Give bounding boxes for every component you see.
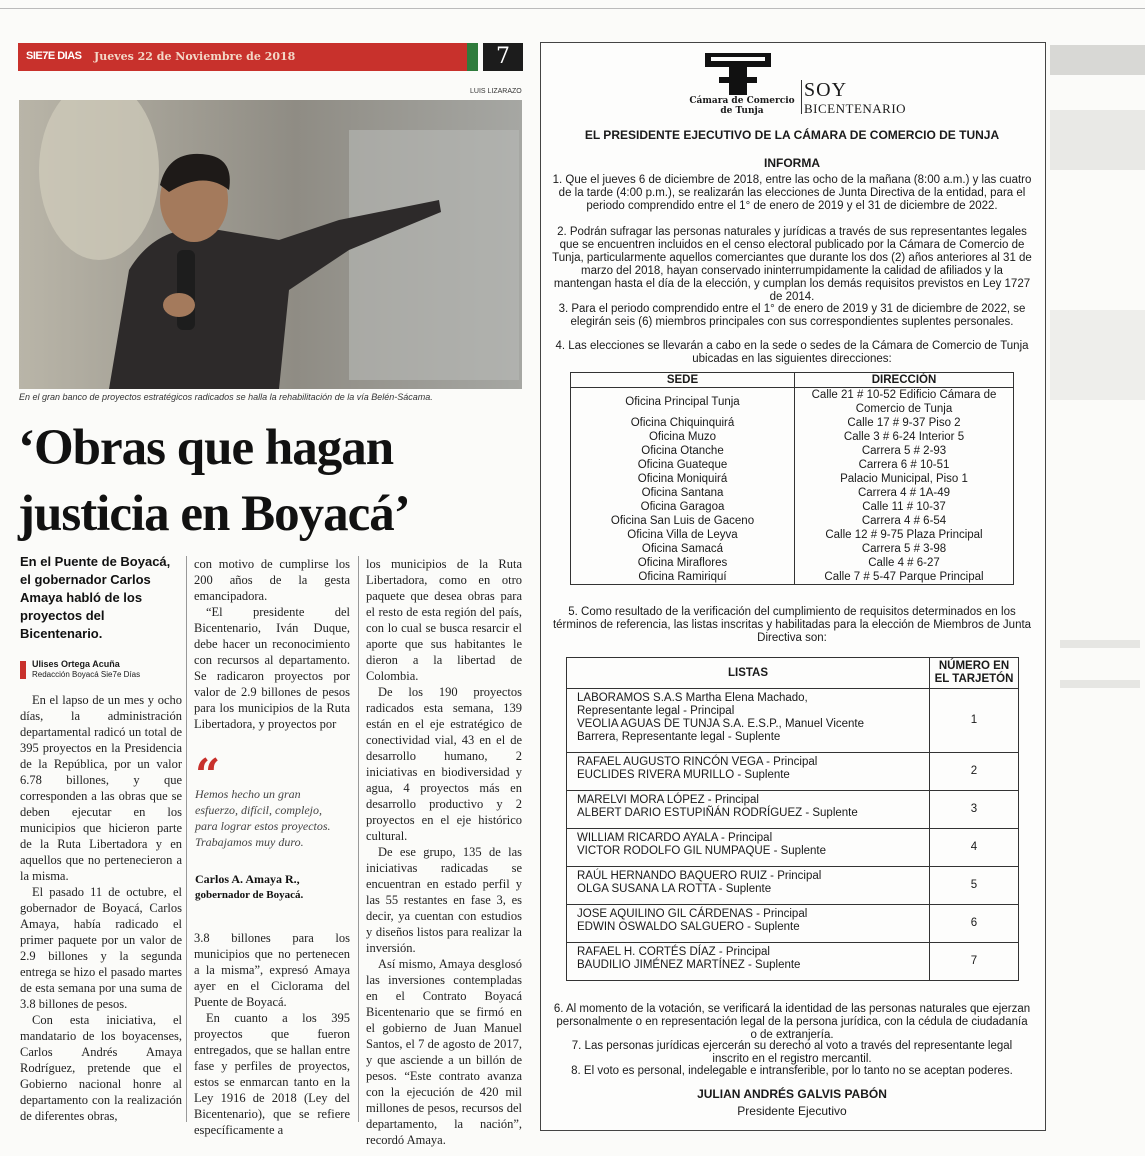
- article-column-2-top: [194, 556, 350, 732]
- table-row: [571, 514, 1014, 528]
- paragraph: De los 190 proyectos radicados esta semana, 139 están en el eje estratégico de conectividad vial, 43 en el de desarrollo humano, 2 iniciativas en biodiversidad y agua, 4 proyectos más en desarrollo productivo y 2 proyectos en el eje histórico cultural.: [366, 685, 522, 843]
- signature-role: Presidente Ejecutivo: [737, 1104, 847, 1118]
- list-member-line: EUCLIDES RIVERA MURILLO - Suplente: [577, 769, 790, 781]
- office-address-cell: Carrera 4 # 6-54: [861, 515, 947, 527]
- notice-point-4: 4. Las elecciones se llevarán a cabo en la sede o sedes de la Cámara de Comercio de Tunja ubicadas en las siguientes direcciones:: [555, 340, 1029, 365]
- office-name-cell: Oficina Otanche: [571, 444, 795, 458]
- office-address-cell: Calle 4 # 6-27: [868, 557, 940, 569]
- office-address-cell: Palacio Municipal, Piso 1: [840, 473, 968, 485]
- byline-author: Ulises Ortega Acuña: [32, 659, 120, 669]
- list-members-cell: [567, 689, 930, 753]
- table-header-row: [567, 658, 1019, 689]
- office-name-cell: Oficina Samacá: [571, 542, 795, 556]
- table-row: [571, 486, 1014, 500]
- table-row: [571, 388, 1014, 417]
- article-lead: En el Puente de Boyacá, el gobernador Carlos Amaya habló de los proyectos del Bicentenario.: [20, 554, 171, 641]
- table-row: [567, 867, 1019, 905]
- list-member-line: JOSE AQUILINO GIL CÁRDENAS - Principal: [577, 908, 808, 920]
- office-address-cell: Carrera 5 # 3-98: [861, 543, 947, 555]
- paragraph: Con esta iniciativa, el mandatario de los boyacenses, Carlos Andrés Amaya Rodríguez, pretende que el Gobierno nacional honre al departamento con la realización de diferentes obras,: [20, 1013, 182, 1123]
- byline-role: Redacción Boyacá Sie7e Días: [32, 670, 141, 679]
- candidate-lists-body: [567, 689, 1019, 981]
- list-member-line: RAFAEL H. CORTÉS DÍAZ - Principal: [577, 946, 770, 958]
- quote-author: Carlos A. Amaya R.,: [195, 872, 300, 886]
- list-member-line: OLGA SUSANA LA ROTTA - Suplente: [577, 883, 772, 895]
- photo-caption: En el gran banco de proyectos estratégicos radicados se halla la rehabilitación de la vía Belén-Sácama.: [19, 392, 433, 402]
- table-row: [567, 791, 1019, 829]
- office-address-cell: Carrera 5 # 2-93: [861, 445, 947, 457]
- list-members-cell: [567, 791, 930, 829]
- section-brand: SIE7E DIAS: [26, 50, 82, 62]
- quote-mark-icon: “: [195, 750, 221, 801]
- paragraph: los municipios de la Ruta Libertadora, como en otro paquete que desea obras para el resto de esta región del país, con lo cual se busca resarcir el aporte que sus habitantes le dieron a la libertad de Colombia.: [366, 557, 522, 683]
- column-rule: [358, 556, 359, 1122]
- notice-title: EL PRESIDENTE EJECUTIVO DE LA CÁMARA DE COMERCIO DE TUNJA: [584, 128, 1000, 142]
- office-address-cell: Calle 11 # 10-37: [862, 501, 946, 513]
- logo-text-line: de Tunja: [720, 106, 764, 116]
- table-row: [571, 500, 1014, 514]
- office-address-cell: Calle 3 # 6-24 Interior 5: [843, 431, 965, 443]
- table-row: [571, 472, 1014, 486]
- paragraph: En el lapso de un mes y ocho días, la administración departamental radicó un total de 395 proyectos en la Presidencia de la República, por un valor 6.78 billones, y que corresponden a las obras que se deben ejecutar en los municipios que hicieron parte de la Ruta Libertadora y en aquellos que no pertenecieron a la misma.: [20, 693, 182, 883]
- column-rule: [186, 556, 187, 1122]
- paragraph: con motivo de cumplirse los 200 años de la gesta emancipadora.: [194, 557, 350, 603]
- notice-point-8: 8. El voto es personal, indelegable e intransferible, por lo tanto no se aceptan poderes.: [571, 1065, 1013, 1077]
- list-member-line: Barrera, Representante legal - Suplente: [577, 731, 781, 743]
- headline-line-2: justicia en Boyacá’: [18, 486, 410, 542]
- notice-point-5: 5. Como resultado de la verificación del cumplimiento de requisitos determinados en los términos de referencia, las listas inscritas y habilitadas para la elección de Miembros de Junta Directiva son:: [552, 606, 1032, 644]
- logo-divider: [801, 80, 802, 114]
- soy-logo-text: SOY: [804, 79, 848, 101]
- table-header: LISTAS: [567, 658, 930, 689]
- office-address-cell: Carrera 4 # 1A-49: [857, 487, 951, 499]
- ballot-number-cell: 6: [930, 905, 1019, 943]
- notice-point-2: 2. Podrán sufragar las personas naturales y jurídicas a través de sus representantes legales que se encuentren incluidos en el censo electoral publicado por la Cámara de Comercio de Tunja, particularmente aquellos comerciantes que durante los dos (2) años anteriores al 31 de marzo del 2018, hayan conservado ininterrumpidamente la calidad de afiliados y la mantengan hasta el día de la elección, y cumplan los demás requisitos previstos en Ley 1727 de 2014.: [552, 226, 1032, 303]
- notice-point-1: 1. Que el jueves 6 de diciembre de 2018, entre las ocho de la mañana (8:00 a.m.) y las cuatro de la tarde (4:00 p.m.), se realizarán las elecciones de Junta Directiva de la entidad, para el periodo comprendido entre el 1° de enero de 2019 y el 31 de diciembre de 2022.: [552, 174, 1032, 212]
- paragraph: 3.8 billones para los municipios que no pertenecen a la misma”, expresó Amaya ayer en el Ciclorama del Puente de Boyacá.: [194, 931, 350, 1009]
- chamber-logo-icon: [705, 53, 771, 95]
- list-members-cell: [567, 753, 930, 791]
- notice-subtitle: INFORMA: [764, 156, 820, 170]
- table-row: [571, 416, 1014, 430]
- bicentenario-logo-text: BICENTENARIO: [804, 101, 907, 116]
- ballot-number-cell: 7: [930, 943, 1019, 981]
- table-row: [571, 528, 1014, 542]
- signature-name: JULIAN ANDRÉS GALVIS PABÓN: [697, 1087, 887, 1101]
- ballot-number-cell: 5: [930, 867, 1019, 905]
- list-member-line: VICTOR RODOLFO GIL NUMPAQUE - Suplente: [577, 845, 827, 857]
- headline-line-1: ‘Obras que hagan: [18, 420, 394, 476]
- logo-text-line: Cámara de Comercio: [689, 96, 795, 106]
- table-header: DIRECCIÓN: [795, 373, 1014, 388]
- list-member-line: BAUDILIO JIMÉNEZ MARTÍNEZ - Suplente: [577, 959, 801, 971]
- list-members-cell: [567, 905, 930, 943]
- offices-table: [570, 372, 1014, 585]
- list-member-line: MARELVI MORA LÓPEZ - Principal: [577, 794, 759, 806]
- table-row: [567, 753, 1019, 791]
- table-header-row: [571, 373, 1014, 388]
- office-name-cell: Oficina Chiquinquirá: [571, 416, 795, 430]
- chamber-logo-text: [686, 96, 798, 116]
- notice-point-3: 3. Para el periodo comprendido entre el 1° de enero de 2019 y 31 de diciembre de 2022, se elegirán seis (6) miembros principales con sus correspondientes suplentes personales.: [558, 303, 1026, 328]
- table-row: [571, 542, 1014, 556]
- list-member-line: WILLIAM RICARDO AYALA - Principal: [577, 832, 773, 844]
- table-row: [567, 689, 1019, 753]
- office-name-cell: Oficina San Luis de Gaceno: [571, 514, 795, 528]
- office-name-cell: Oficina Principal Tunja: [571, 388, 795, 417]
- office-name-cell: Oficina Santana: [571, 486, 795, 500]
- table-row: [567, 829, 1019, 867]
- list-member-line: Representante legal - Principal: [577, 705, 735, 717]
- candidate-lists-table: [566, 657, 1019, 981]
- pull-quote: Hemos hecho un gran esfuerzo, difícil, complejo, para lograr estos proyectos. Trabajamos muy duro.: [195, 787, 331, 849]
- office-address-cell: Calle 7 # 5-47 Parque Principal: [824, 571, 984, 583]
- paragraph: “El presidente del Bicentenario, Iván Duque, debe hacer un reconocimiento con recursos al departamento. Se radicaron proyectos por valor de 2.9 billones de pesos para los municipios de la Ruta Libertadora, y proyectos por: [194, 605, 350, 731]
- ballot-number-cell: 3: [930, 791, 1019, 829]
- quote-role: gobernador de Boyacá.: [195, 889, 304, 901]
- office-address-cell: Carrera 6 # 10-51: [858, 459, 950, 471]
- paragraph: De ese grupo, 135 de las iniciativas radicadas se encuentran en estado perfil y las 55 restantes en fase 3, es decir, ya cuentan con estudios y diseños listos para realizar la inversión.: [366, 845, 522, 955]
- photo-credit: LUIS LIZARAZO: [470, 88, 522, 95]
- office-name-cell: Oficina Garagoa: [571, 500, 795, 514]
- article-column-2-bottom: [194, 930, 350, 1138]
- table-header: NÚMERO EN EL TARJETÓN: [930, 658, 1019, 689]
- office-address-cell: Calle 12 # 9-75 Plaza Principal: [825, 529, 983, 541]
- page-top-rule: [0, 8, 1145, 9]
- table-row: [567, 905, 1019, 943]
- paragraph: En cuanto a los 395 proyectos que fueron entregados, que se hallan entre fase y perfiles de proyectos, estos se enmarcan tanto en la Ley 1916 de 2018 (Ley del Bicentenario), que se refiere específicamente a: [194, 1011, 350, 1137]
- list-members-cell: [567, 829, 930, 867]
- office-name-cell: Oficina Muzo: [571, 430, 795, 444]
- table-header: SEDE: [571, 373, 795, 388]
- list-members-cell: [567, 943, 930, 981]
- notice-point-7: 7. Las personas jurídicas ejercerán su derecho al voto a través del representante legal inscrito en el registro mercantil.: [571, 1040, 1013, 1065]
- table-row: [571, 570, 1014, 585]
- article-column-1: [20, 692, 182, 1124]
- list-members-cell: [567, 867, 930, 905]
- paragraph: El pasado 11 de octubre, el gobernador de Boyacá, Carlos Amaya, había radicado el primer paquete por un valor de 2.9 billones y la segunda entrega se hizo el pasado martes de esta semana por una suma de 3.8 billones de pesos.: [20, 885, 182, 1011]
- ballot-number-cell: 4: [930, 829, 1019, 867]
- notice-point-6: 6. Al momento de la votación, se verificará la identidad de las personas naturales que ejerzan personalmente o en representación legal de la persona jurídica, con la cédula de ciudadanía o de extranjería.: [553, 1003, 1031, 1041]
- office-address-cell: Calle 21 # 10-52 Edificio Cámara de Comercio de Tunja: [811, 389, 997, 415]
- office-name-cell: Oficina Miraflores: [571, 556, 795, 570]
- edition-date: Jueves 22 de Noviembre de 2018: [94, 50, 296, 63]
- article-column-3: [366, 556, 522, 1148]
- header-accent: [467, 43, 478, 71]
- page-number: 7: [483, 43, 523, 71]
- table-row: [571, 430, 1014, 444]
- ballot-number-cell: 2: [930, 753, 1019, 791]
- office-address-cell: Calle 17 # 9-37 Piso 2: [847, 417, 961, 429]
- table-row: [567, 943, 1019, 981]
- office-name-cell: Oficina Guateque: [571, 458, 795, 472]
- list-member-line: RAFAEL AUGUSTO RINCÓN VEGA - Principal: [577, 756, 818, 768]
- office-name-cell: Oficina Ramiriquí: [571, 570, 795, 585]
- office-name-cell: Oficina Moniquirá: [571, 472, 795, 486]
- list-member-line: RAÚL HERNANDO BAQUERO RUIZ - Principal: [577, 870, 822, 882]
- table-row: [571, 444, 1014, 458]
- adjacent-page-bleed: [1050, 40, 1145, 1120]
- paragraph: Así mismo, Amaya desglosó las inversiones contempladas en el Contrato Boyacá Bicentenario que se firmó en el gobierno de Juan Manuel Santos, el 7 de agosto de 2017, y que asciende a un billón de pesos. “Este contrato avanza con la ejecución de 420 mil millones de pesos, recursos del departamento, la nación”, recordó Amaya.: [366, 957, 522, 1147]
- list-member-line: LABORAMOS S.A.S Martha Elena Machado,: [577, 692, 808, 704]
- office-name-cell: Oficina Villa de Leyva: [571, 528, 795, 542]
- ballot-number-cell: 1: [930, 689, 1019, 753]
- article-headline: [18, 415, 538, 547]
- list-member-line: VEOLIA AGUAS DE TUNJA S.A. E.S.P., Manuel Vicente: [577, 718, 865, 730]
- list-member-line: EDWIN OSWALDO SALGUERO - Suplente: [577, 921, 800, 933]
- offices-table-body: [571, 388, 1014, 585]
- article-photo: [19, 100, 522, 389]
- list-member-line: ALBERT DARIO ESTUPIÑÁN RODRÍGUEZ - Suplente: [577, 807, 858, 819]
- table-row: [571, 458, 1014, 472]
- table-row: [571, 556, 1014, 570]
- byline-marker: [20, 661, 26, 679]
